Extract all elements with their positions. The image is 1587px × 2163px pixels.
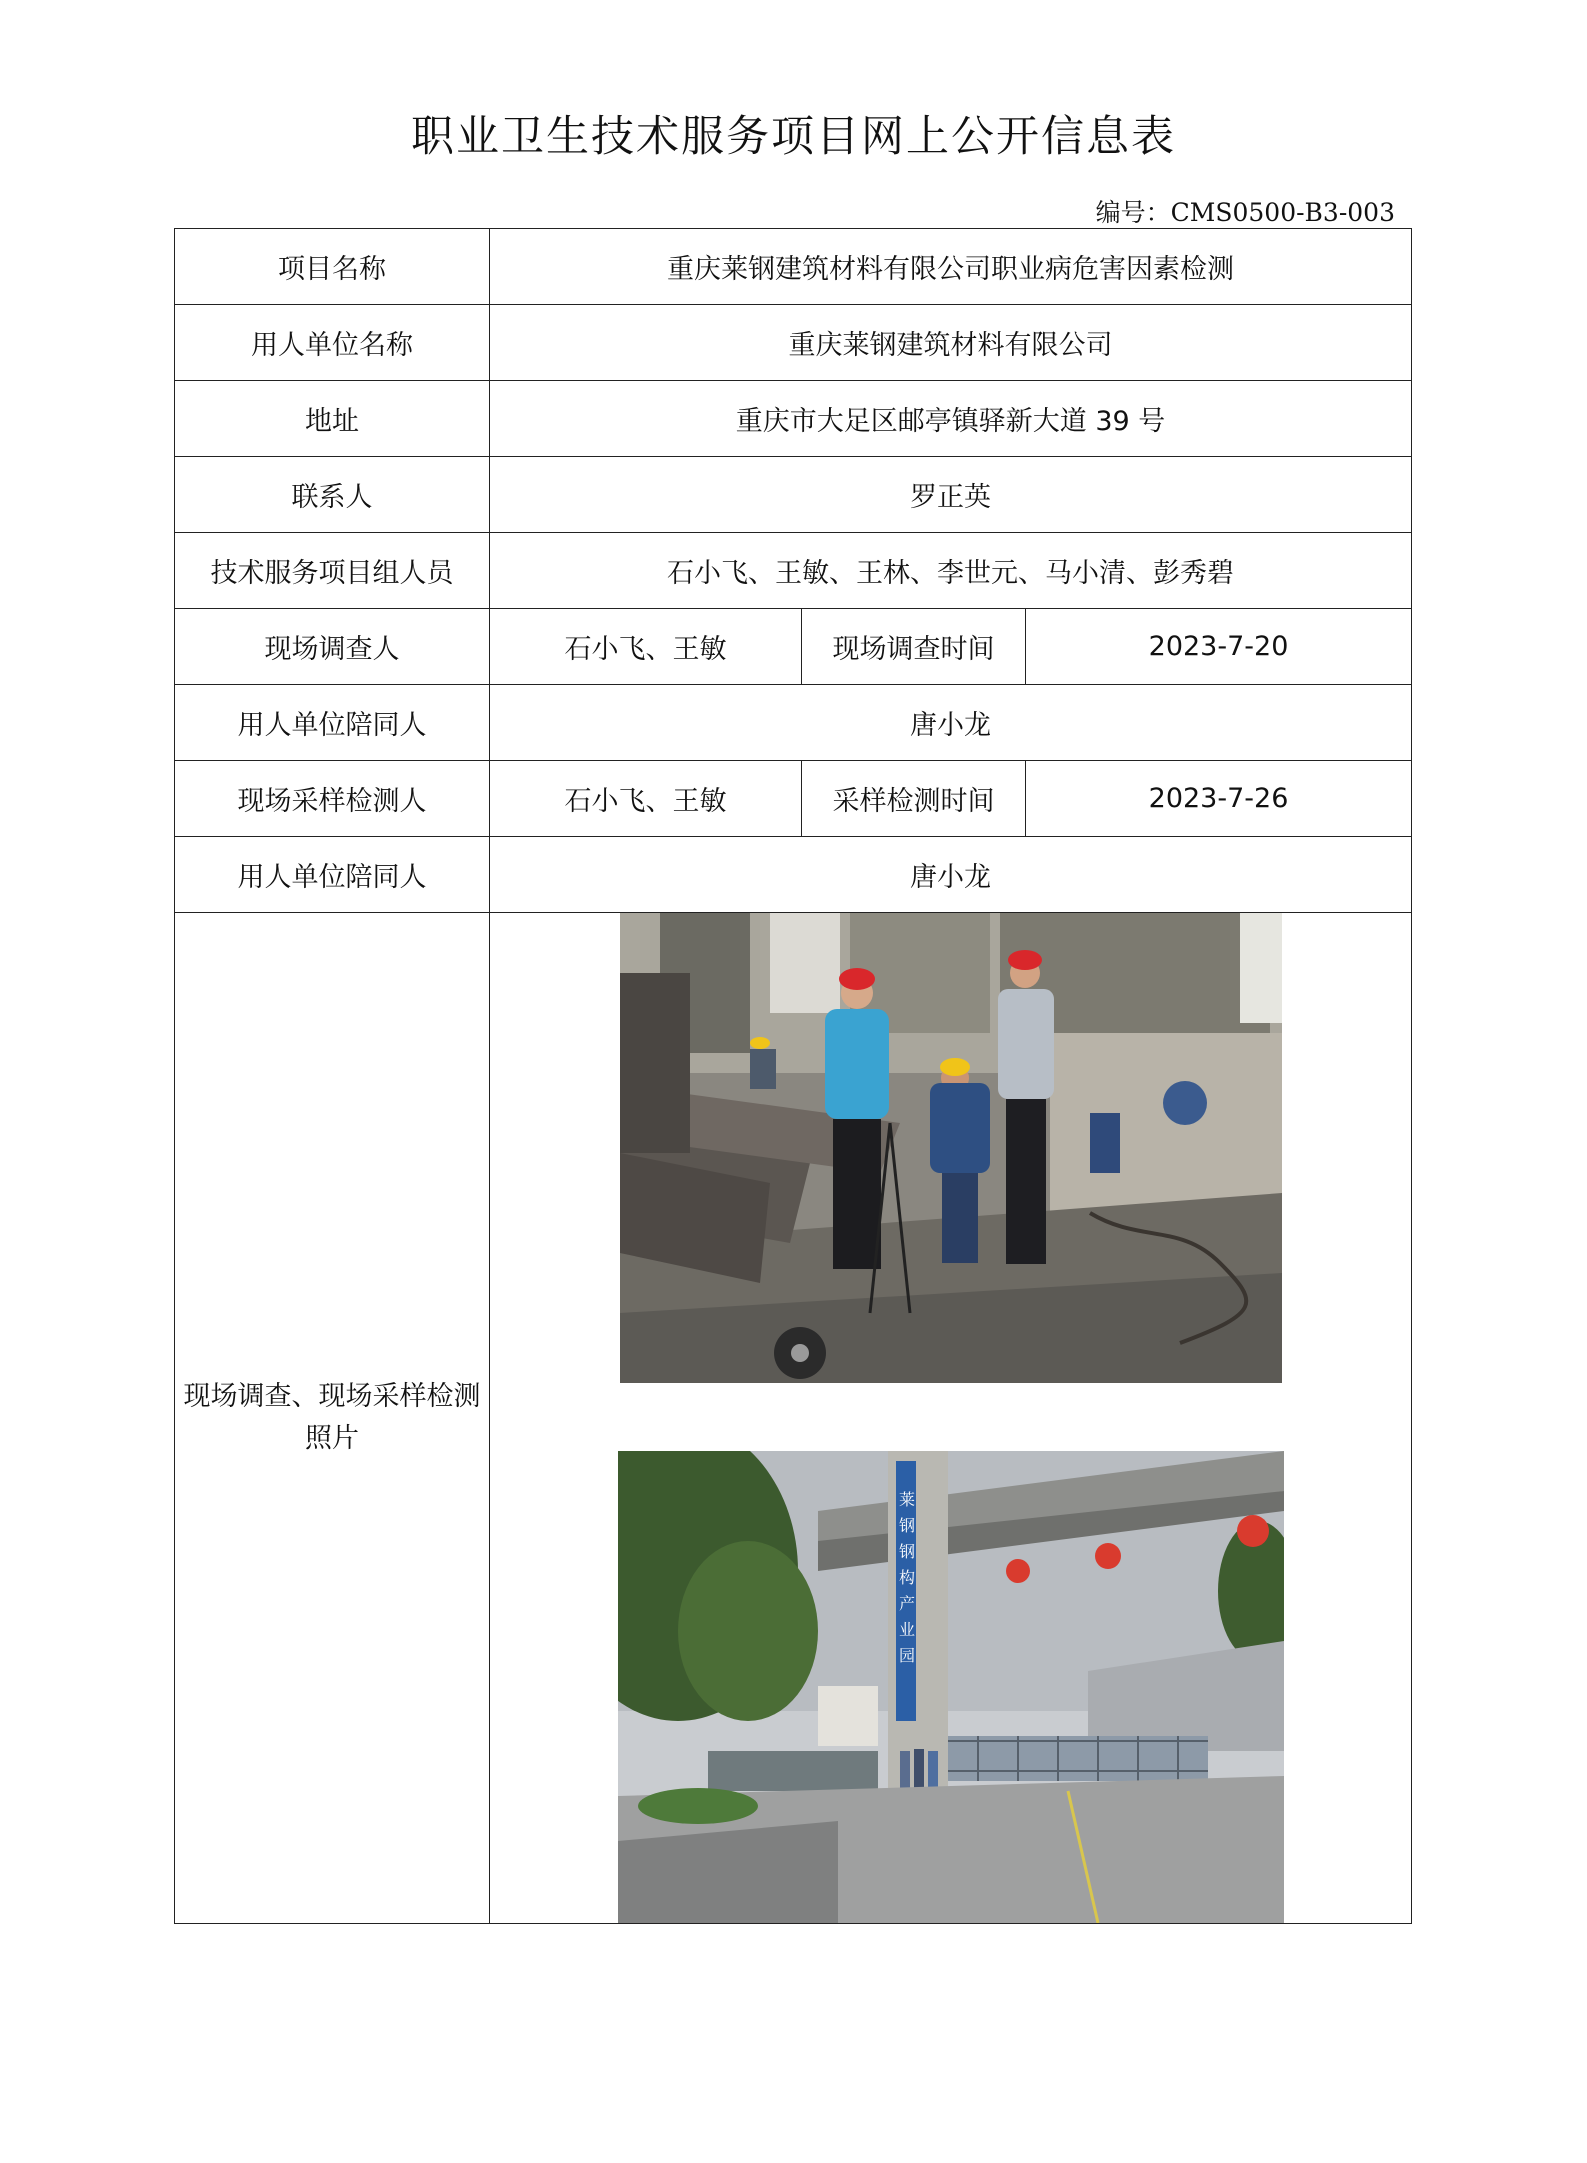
sampling-time-value: 2023-7-26 (1026, 761, 1412, 837)
table-row (175, 533, 1412, 609)
address-label: 地址 (175, 381, 490, 457)
table-row (175, 837, 1412, 913)
contact-value: 罗正英 (490, 457, 1412, 533)
survey-person-value: 石小飞、王敏 (490, 609, 802, 685)
survey-escort-value: 唐小龙 (490, 685, 1412, 761)
survey-escort-label: 用人单位陪同人 (175, 685, 490, 761)
team-members-value: 石小飞、王敏、王林、李世元、马小清、彭秀碧 (490, 533, 1412, 609)
workshop-inspection-photo (620, 913, 1282, 1383)
table-row (175, 229, 1412, 305)
employer-name-value: 重庆莱钢建筑材料有限公司 (490, 305, 1412, 381)
sampling-person-value: 石小飞、王敏 (490, 761, 802, 837)
project-name-value: 重庆莱钢建筑材料有限公司职业病危害因素检测 (490, 229, 1412, 305)
team-members-label: 技术服务项目组人员 (175, 533, 490, 609)
table-row (175, 381, 1412, 457)
gate-sign-text: 莱钢钢构产业园 (896, 1491, 915, 1673)
survey-time-value: 2023-7-20 (1026, 609, 1412, 685)
address-value: 重庆市大足区邮亭镇驿新大道 39 号 (490, 381, 1412, 457)
photos-label: 现场调查、现场采样检测照片 (175, 913, 490, 1924)
factory-gate-photo (618, 1451, 1284, 1923)
page-title: 职业卫生技术服务项目网上公开信息表 (411, 112, 1176, 162)
table-row (175, 761, 1412, 837)
sampling-person-label: 现场采样检测人 (175, 761, 490, 837)
document-number: 编号：CMS0500-B3-003 (1095, 198, 1395, 227)
survey-time-label: 现场调查时间 (802, 609, 1026, 685)
table-row (175, 609, 1412, 685)
photos-cell (490, 913, 1412, 1924)
table-row (175, 685, 1412, 761)
sampling-escort-label: 用人单位陪同人 (175, 837, 490, 913)
table-row (175, 305, 1412, 381)
table-row (175, 457, 1412, 533)
info-table (174, 228, 1412, 1924)
employer-name-label: 用人单位名称 (175, 305, 490, 381)
table-row (175, 913, 1412, 1924)
sampling-time-label: 采样检测时间 (802, 761, 1026, 837)
sampling-escort-value: 唐小龙 (490, 837, 1412, 913)
contact-label: 联系人 (175, 457, 490, 533)
project-name-label: 项目名称 (175, 229, 490, 305)
survey-person-label: 现场调查人 (175, 609, 490, 685)
